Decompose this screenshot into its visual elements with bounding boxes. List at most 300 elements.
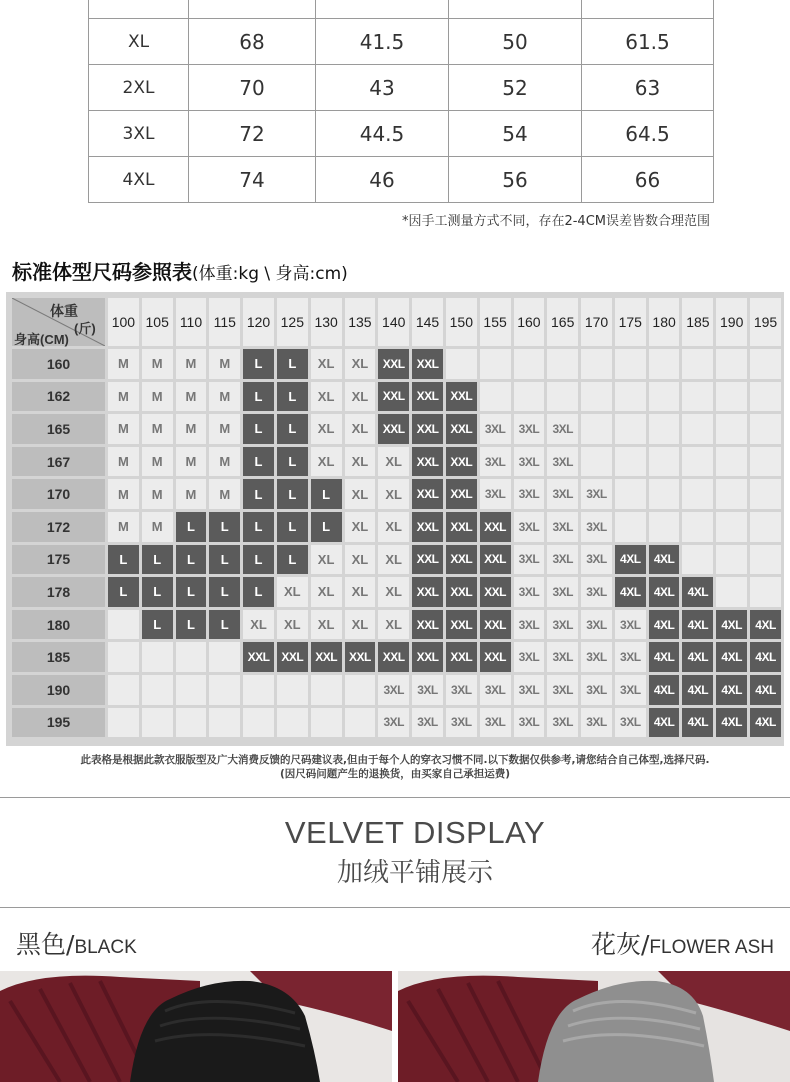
size-recommendation-cell: XL [345, 414, 376, 444]
grid-empty-cell [277, 675, 308, 705]
size-recommendation-cell: XXL [446, 479, 477, 509]
grid-empty-cell [649, 382, 680, 412]
size-recommendation-cell: 3XL [514, 479, 545, 509]
grid-empty-cell [682, 382, 713, 412]
weight-header-cell: 140 [378, 298, 409, 346]
grid-empty-cell [615, 447, 646, 477]
size-recommendation-cell: 3XL [581, 610, 612, 640]
table-cell: 43 [316, 65, 449, 111]
size-recommendation-cell: L [176, 545, 207, 575]
size-recommendation-cell: L [108, 577, 139, 607]
size-reference-title [12, 256, 348, 285]
size-recommendation-cell: L [243, 349, 274, 379]
size-recommendation-cell: L [209, 512, 240, 542]
size-recommendation-cell: 3XL [446, 708, 477, 738]
size-recommendation-cell: M [142, 512, 173, 542]
weight-header-cell: 135 [345, 298, 376, 346]
size-recommendation-cell: L [243, 512, 274, 542]
size-recommendation-cell: L [142, 545, 173, 575]
table-cell: 64.5 [582, 111, 714, 157]
size-recommendation-cell: 4XL [615, 577, 646, 607]
size-recommendation-cell: XXL [446, 512, 477, 542]
size-recommendation-cell: M [209, 447, 240, 477]
size-recommendation-cell: L [108, 545, 139, 575]
size-recommendation-cell: XL [345, 512, 376, 542]
grid-empty-cell [176, 675, 207, 705]
size-recommendation-cell: M [108, 447, 139, 477]
grid-empty-cell [716, 349, 747, 379]
size-recommendation-cell: L [277, 382, 308, 412]
size-recommendation-cell: L [311, 479, 342, 509]
return-disclaimer: (因尺码问题产生的退换货，由买家自己承担运费) [279, 768, 511, 780]
size-recommendation-cell: XXL [345, 642, 376, 672]
size-cell: XL [89, 19, 189, 65]
size-recommendation-cell: M [142, 414, 173, 444]
size-recommendation-cell: XL [345, 577, 376, 607]
grid-row [12, 382, 781, 412]
grid-corner [12, 298, 105, 346]
table-cell [89, 0, 189, 19]
size-recommendation-cell: M [209, 479, 240, 509]
grid-empty-cell [547, 349, 578, 379]
measurement-table [88, 0, 714, 203]
grid-empty-cell [345, 675, 376, 705]
size-recommendation-cell: 3XL [547, 642, 578, 672]
grid-empty-cell [209, 675, 240, 705]
size-recommendation-cell: M [176, 479, 207, 509]
table-cell: 74 [189, 157, 316, 203]
size-recommendation-cell: 3XL [514, 414, 545, 444]
height-header-cell: 190 [12, 675, 105, 705]
size-recommendation-cell: M [108, 414, 139, 444]
grid-empty-cell [682, 545, 713, 575]
size-recommendation-cell: XXL [412, 610, 443, 640]
grid-empty-cell [716, 414, 747, 444]
corner-jin-label: (斤) [74, 321, 96, 336]
grid-empty-cell [750, 349, 781, 379]
size-recommendation-cell: XXL [480, 545, 511, 575]
size-recommendation-cell: 3XL [514, 577, 545, 607]
size-recommendation-cell: 3XL [514, 675, 545, 705]
table-row [89, 65, 714, 111]
size-recommendation-cell: XL [378, 447, 409, 477]
table-row [89, 19, 714, 65]
size-recommendation-cell: 4XL [750, 610, 781, 640]
size-cell: 3XL [89, 111, 189, 157]
size-reference-units: (体重:kg \ 身高:cm) [192, 264, 348, 284]
size-recommendation-cell: L [277, 414, 308, 444]
grid-row [12, 545, 781, 575]
grid-empty-cell [345, 708, 376, 738]
weight-header-cell: 175 [615, 298, 646, 346]
grid-empty-cell [209, 642, 240, 672]
table-cell: 68 [189, 19, 316, 65]
size-recommendation-cell: XL [277, 610, 308, 640]
size-recommendation-cell: XL [345, 610, 376, 640]
size-cell: 2XL [89, 65, 189, 111]
size-recommendation-cell: 4XL [716, 708, 747, 738]
table-cell: 66 [582, 157, 714, 203]
weight-header-cell: 155 [480, 298, 511, 346]
size-recommendation-cell: XL [345, 479, 376, 509]
size-recommendation-cell: XXL [480, 577, 511, 607]
flower-ash-sweater-photo [398, 971, 790, 1082]
size-recommendation-cell: XXL [446, 577, 477, 607]
size-recommendation-cell: L [277, 545, 308, 575]
velvet-display-title: VELVET DISPLAY [284, 815, 546, 850]
size-recommendation-cell: 3XL [581, 512, 612, 542]
weight-header-cell: 125 [277, 298, 308, 346]
size-recommendation-cell: 3XL [547, 577, 578, 607]
grid-empty-cell [547, 382, 578, 412]
size-recommendation-cell: 3XL [547, 447, 578, 477]
weight-header-cell: 180 [649, 298, 680, 346]
size-recommendation-cell: 4XL [615, 545, 646, 575]
grid-empty-cell [446, 349, 477, 379]
table-cell: 72 [189, 111, 316, 157]
size-recommendation-cell: XL [311, 382, 342, 412]
size-recommendation-cell: 3XL [547, 479, 578, 509]
grid-header-row [12, 298, 781, 346]
size-recommendation-cell: XXL [378, 382, 409, 412]
size-recommendation-cell: M [108, 479, 139, 509]
size-recommendation-cell: M [108, 382, 139, 412]
grid-row [12, 675, 781, 705]
table-cell [189, 0, 316, 19]
size-recommendation-cell: M [142, 447, 173, 477]
size-recommendation-cell: L [209, 545, 240, 575]
weight-header-cell: 100 [108, 298, 139, 346]
grid-empty-cell [716, 545, 747, 575]
weight-header-cell: 165 [547, 298, 578, 346]
grid-empty-cell [108, 642, 139, 672]
height-header-cell: 180 [12, 610, 105, 640]
size-recommendation-cell: L [243, 447, 274, 477]
size-recommendation-cell: L [243, 479, 274, 509]
size-recommendation-cell: M [142, 479, 173, 509]
size-recommendation-cell: M [108, 349, 139, 379]
table-cell: 70 [189, 65, 316, 111]
size-recommendation-cell: L [176, 512, 207, 542]
size-recommendation-cell: L [277, 479, 308, 509]
size-recommendation-cell: L [209, 577, 240, 607]
table-cell: 63 [582, 65, 714, 111]
size-recommendation-cell: M [209, 349, 240, 379]
table-cell: 50 [449, 19, 582, 65]
weight-header-cell: 195 [750, 298, 781, 346]
grid-row [12, 577, 781, 607]
size-recommendation-cell: 3XL [378, 675, 409, 705]
grid-empty-cell [108, 675, 139, 705]
grid-row [12, 414, 781, 444]
color-label-flower-ash [591, 925, 774, 961]
size-recommendation-cell: 3XL [547, 675, 578, 705]
size-recommendation-cell: 4XL [716, 675, 747, 705]
height-header-cell: 195 [12, 708, 105, 738]
size-recommendation-cell: XL [378, 479, 409, 509]
size-recommendation-cell: 3XL [514, 545, 545, 575]
size-recommendation-cell: XXL [480, 610, 511, 640]
grid-empty-cell [108, 708, 139, 738]
size-recommendation-cell: 4XL [649, 642, 680, 672]
table-cell: 61.5 [582, 19, 714, 65]
size-recommendation-cell: M [209, 414, 240, 444]
size-recommendation-cell: XXL [480, 512, 511, 542]
size-recommendation-cell: XXL [446, 610, 477, 640]
height-header-cell: 175 [12, 545, 105, 575]
size-recommendation-cell: 3XL [514, 512, 545, 542]
grid-empty-cell [750, 414, 781, 444]
weight-header-cell: 115 [209, 298, 240, 346]
size-recommendation-cell: 3XL [480, 675, 511, 705]
size-recommendation-cell: XXL [412, 349, 443, 379]
grid-empty-cell [209, 708, 240, 738]
size-recommendation-cell: 4XL [750, 708, 781, 738]
size-recommendation-cell: XL [378, 610, 409, 640]
size-recommendation-cell: 3XL [378, 708, 409, 738]
grid-empty-cell [750, 479, 781, 509]
size-recommendation-cell: 3XL [581, 479, 612, 509]
grid-empty-cell [615, 479, 646, 509]
grid-row [12, 642, 781, 672]
grid-empty-cell [716, 479, 747, 509]
size-recommendation-cell: 3XL [615, 708, 646, 738]
size-recommendation-cell: 4XL [682, 708, 713, 738]
size-recommendation-cell: 4XL [649, 708, 680, 738]
size-recommendation-cell: M [176, 414, 207, 444]
grid-empty-cell [750, 382, 781, 412]
size-recommendation-cell: 4XL [716, 610, 747, 640]
grid-empty-cell [480, 349, 511, 379]
size-recommendation-cell: 3XL [514, 447, 545, 477]
size-recommendation-cell: L [277, 349, 308, 379]
color-label-black [16, 925, 137, 961]
table-row [89, 157, 714, 203]
weight-header-cell: 170 [581, 298, 612, 346]
size-recommendation-cell: XXL [412, 512, 443, 542]
size-recommendation-cell: L [176, 610, 207, 640]
grid-empty-cell [142, 708, 173, 738]
size-recommendation-cell: 4XL [682, 610, 713, 640]
size-recommendation-cell: XXL [412, 414, 443, 444]
height-header-cell: 165 [12, 414, 105, 444]
size-recommendation-cell: 4XL [682, 675, 713, 705]
size-recommendation-cell: XXL [446, 642, 477, 672]
size-recommendation-cell: XL [378, 512, 409, 542]
grid-empty-cell [581, 349, 612, 379]
size-recommendation-cell: M [108, 512, 139, 542]
weight-header-cell: 130 [311, 298, 342, 346]
size-disclaimer: 此表格是根据此款衣服版型及广大消费反馈的尺码建议表,但由于每个人的穿衣习惯不同.以下数据仅供参考,请您结合自己体型,选择尺码. [80, 754, 710, 766]
table-cell: 56 [449, 157, 582, 203]
height-header-cell: 172 [12, 512, 105, 542]
size-recommendation-cell: 3XL [412, 708, 443, 738]
grid-empty-cell [682, 479, 713, 509]
grid-empty-cell [649, 414, 680, 444]
table-cell [449, 0, 582, 19]
size-recommendation-cell: XL [378, 545, 409, 575]
size-recommendation-cell: 3XL [615, 642, 646, 672]
size-recommendation-cell: 3XL [581, 675, 612, 705]
weight-header-cell: 145 [412, 298, 443, 346]
grid-empty-cell [615, 382, 646, 412]
size-recommendation-cell: 3XL [615, 675, 646, 705]
size-recommendation-cell: 3XL [446, 675, 477, 705]
grid-empty-cell [581, 382, 612, 412]
grid-empty-cell [615, 512, 646, 542]
grid-empty-cell [311, 675, 342, 705]
size-recommendation-cell: XL [311, 349, 342, 379]
grid-empty-cell [649, 512, 680, 542]
grid-empty-cell [682, 447, 713, 477]
size-recommendation-cell: XXL [412, 545, 443, 575]
grid-row [12, 512, 781, 542]
weight-header-cell: 160 [514, 298, 545, 346]
size-recommendation-cell: XXL [378, 642, 409, 672]
grid-empty-cell [581, 447, 612, 477]
size-recommendation-cell: XXL [311, 642, 342, 672]
grid-empty-cell [311, 708, 342, 738]
color-label-black-en: BLACK [74, 937, 137, 958]
size-recommendation-cell: 3XL [514, 642, 545, 672]
size-recommendation-cell: 3XL [514, 610, 545, 640]
grid-empty-cell [750, 447, 781, 477]
size-recommendation-cell: L [311, 512, 342, 542]
grid-empty-cell [108, 610, 139, 640]
black-sweater-photo [0, 971, 392, 1082]
size-recommendation-cell: XXL [446, 545, 477, 575]
size-recommendation-cell: L [277, 447, 308, 477]
size-recommendation-cell: 3XL [547, 610, 578, 640]
table-row [89, 0, 714, 19]
size-recommendation-cell: XXL [277, 642, 308, 672]
size-recommendation-cell: XL [378, 577, 409, 607]
size-recommendation-cell: 4XL [750, 675, 781, 705]
size-recommendation-cell: 3XL [615, 610, 646, 640]
section-divider [0, 797, 790, 798]
grid-empty-cell [750, 545, 781, 575]
grid-empty-cell [716, 577, 747, 607]
table-cell: 52 [449, 65, 582, 111]
weight-header-cell: 105 [142, 298, 173, 346]
size-recommendation-cell: 3XL [581, 545, 612, 575]
table-cell: 46 [316, 157, 449, 203]
size-recommendation-cell: XL [345, 349, 376, 379]
size-reference-grid [6, 292, 784, 746]
size-recommendation-cell: XXL [243, 642, 274, 672]
size-recommendation-cell: 3XL [581, 708, 612, 738]
size-recommendation-cell: XXL [378, 349, 409, 379]
size-recommendation-cell: XXL [412, 642, 443, 672]
size-recommendation-cell: 4XL [649, 545, 680, 575]
table-cell: 41.5 [316, 19, 449, 65]
grid-empty-cell [581, 414, 612, 444]
size-recommendation-cell: 3XL [547, 545, 578, 575]
size-recommendation-cell: 4XL [649, 675, 680, 705]
height-header-cell: 160 [12, 349, 105, 379]
size-recommendation-cell: XL [345, 545, 376, 575]
size-recommendation-cell: L [176, 577, 207, 607]
size-recommendation-cell: M [176, 447, 207, 477]
size-recommendation-cell: L [142, 610, 173, 640]
size-recommendation-cell: XL [311, 577, 342, 607]
grid-empty-cell [615, 414, 646, 444]
size-recommendation-cell: L [243, 577, 274, 607]
grid-empty-cell [142, 675, 173, 705]
size-recommendation-cell: 3XL [480, 447, 511, 477]
height-header-cell: 167 [12, 447, 105, 477]
grid-row [12, 479, 781, 509]
size-recommendation-cell: XL [277, 577, 308, 607]
size-recommendation-cell: XXL [378, 414, 409, 444]
size-recommendation-cell: XL [345, 447, 376, 477]
size-recommendation-cell: 4XL [649, 610, 680, 640]
size-recommendation-cell: XL [311, 447, 342, 477]
size-recommendation-cell: M [209, 382, 240, 412]
size-recommendation-cell: XXL [412, 447, 443, 477]
grid-empty-cell [142, 642, 173, 672]
size-recommendation-cell: 3XL [547, 708, 578, 738]
size-recommendation-cell: 3XL [581, 577, 612, 607]
size-recommendation-cell: M [176, 349, 207, 379]
size-recommendation-cell: 3XL [480, 479, 511, 509]
grid-empty-cell [649, 447, 680, 477]
grid-empty-cell [615, 349, 646, 379]
size-recommendation-cell: XL [243, 610, 274, 640]
size-recommendation-cell: XXL [412, 382, 443, 412]
weight-header-cell: 185 [682, 298, 713, 346]
size-reference-title-main: 标准体型尺码参照表 [12, 260, 192, 284]
section-divider [0, 907, 790, 908]
weight-header-cell: 110 [176, 298, 207, 346]
corner-weight-label: 体重 [50, 303, 78, 319]
table-cell: 54 [449, 111, 582, 157]
size-recommendation-cell: XXL [480, 642, 511, 672]
grid-empty-cell [750, 577, 781, 607]
grid-empty-cell [514, 349, 545, 379]
weight-header-cell: 150 [446, 298, 477, 346]
size-recommendation-cell: L [209, 610, 240, 640]
size-recommendation-cell: XL [311, 545, 342, 575]
grid-empty-cell [716, 382, 747, 412]
color-label-ash-en: FLOWER ASH [649, 937, 774, 958]
grid-empty-cell [682, 512, 713, 542]
table-cell [316, 0, 449, 19]
height-header-cell: 162 [12, 382, 105, 412]
height-header-cell: 185 [12, 642, 105, 672]
grid-row [12, 447, 781, 477]
size-recommendation-cell: XXL [412, 479, 443, 509]
size-recommendation-cell: M [176, 382, 207, 412]
corner-height-label: 身高(CM) [14, 332, 69, 347]
grid-empty-cell [243, 708, 274, 738]
size-recommendation-cell: XL [311, 414, 342, 444]
size-recommendation-cell: 3XL [514, 708, 545, 738]
table-row [89, 111, 714, 157]
size-recommendation-cell: 4XL [716, 642, 747, 672]
grid-empty-cell [176, 708, 207, 738]
size-recommendation-cell: XXL [446, 447, 477, 477]
weight-header-cell: 190 [716, 298, 747, 346]
size-recommendation-cell: XL [345, 382, 376, 412]
velvet-display-subtitle: 加绒平铺展示 [336, 858, 493, 888]
size-recommendation-cell: 4XL [682, 577, 713, 607]
size-recommendation-cell: L [243, 414, 274, 444]
size-recommendation-cell: 4XL [750, 642, 781, 672]
measurement-note: *因手工测量方式不同，存在2-4CM误差皆数合理范围 [401, 214, 710, 229]
grid-empty-cell [176, 642, 207, 672]
size-recommendation-cell: XL [311, 610, 342, 640]
